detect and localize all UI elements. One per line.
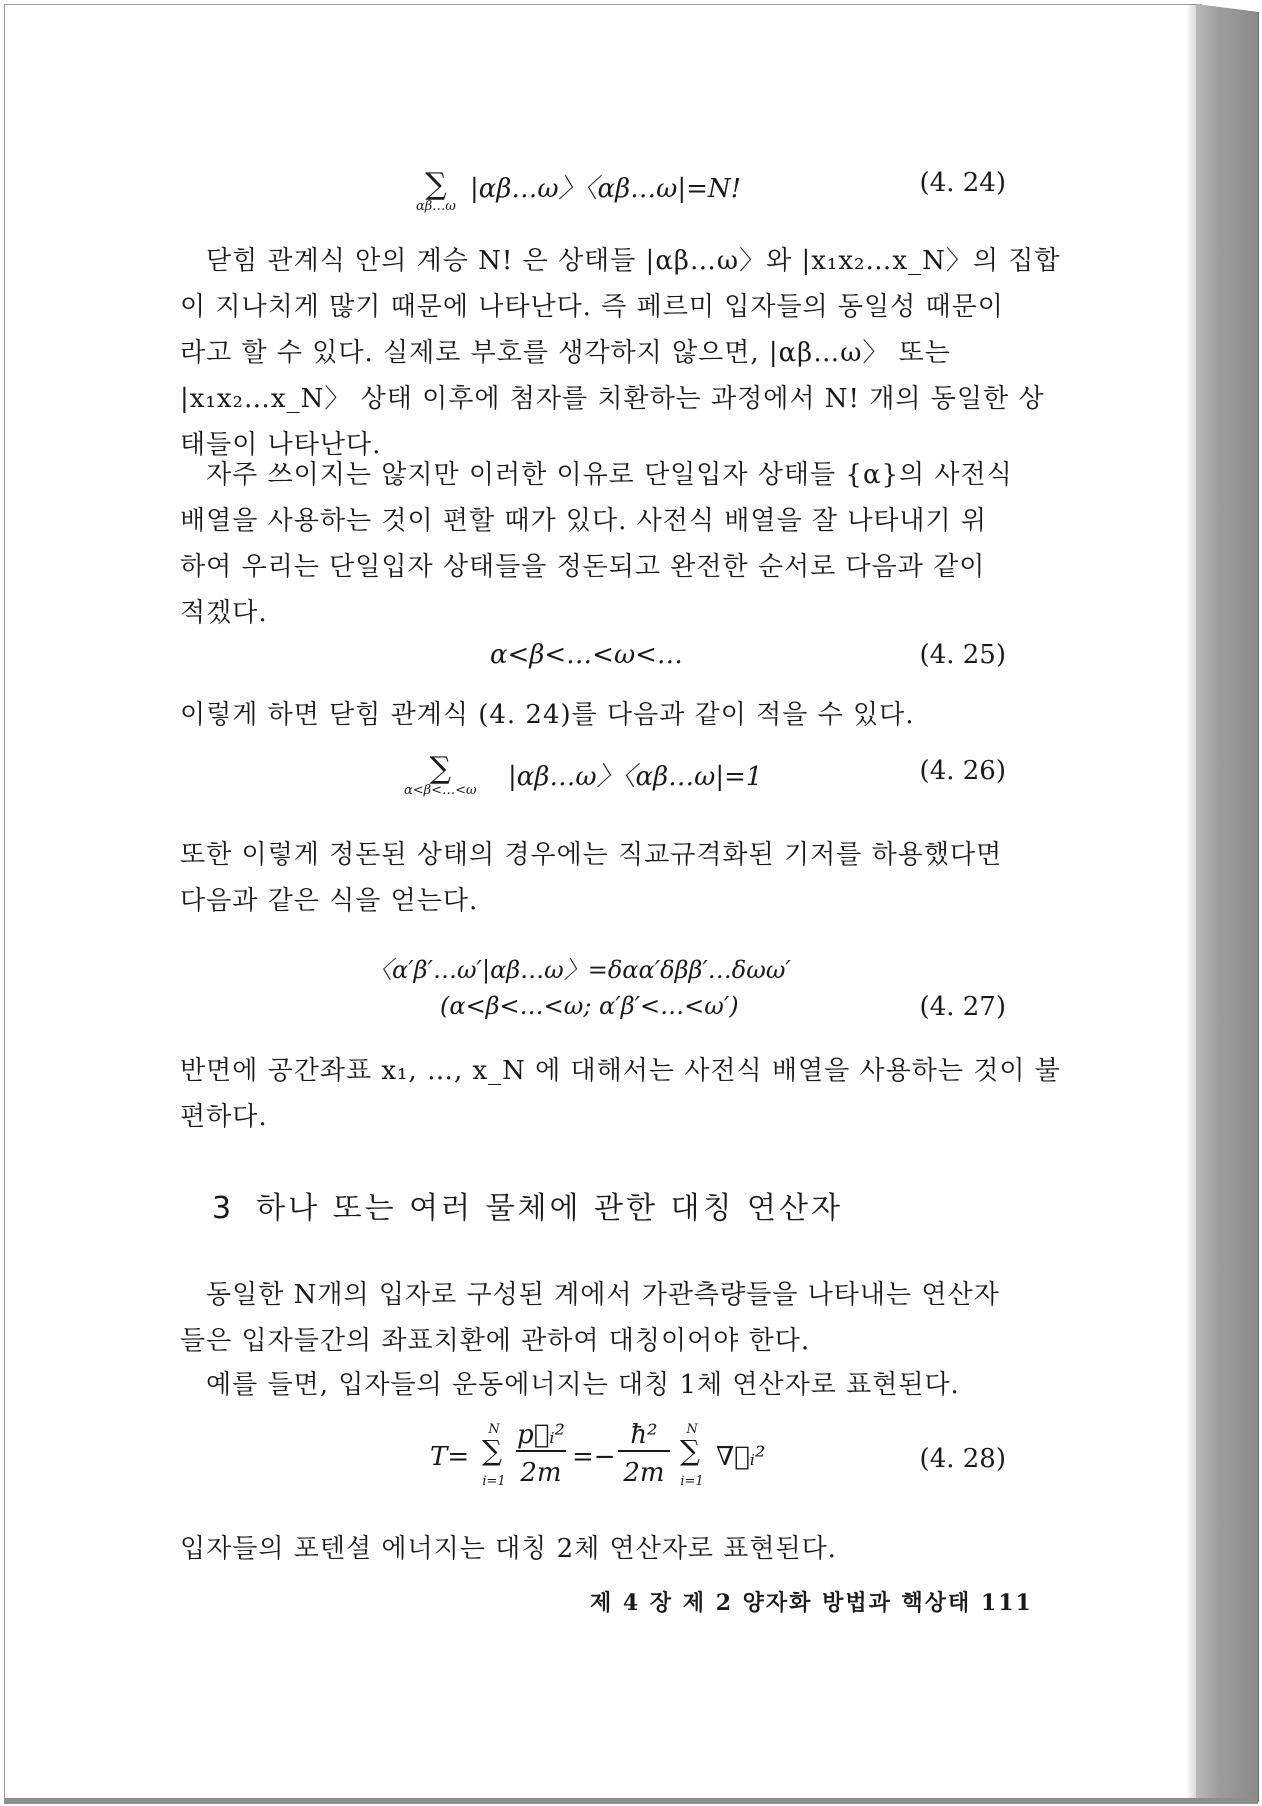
book-spine [1196,4,1259,1802]
sum-symbol: ∑ [482,1434,502,1467]
paragraph-line: 반면에 공간좌표 x₁, …, x_N 에 대해서는 사전식 배열을 사용하는 것이 불 [180,1056,1061,1086]
paragraph-line: 라고 할 수 있다. 실제로 부호를 생각하지 않으면, |αβ…ω〉 또는 [180,338,951,368]
paragraph-line: 자주 쓰이지는 않지만 이러한 이유로 단일입자 상태들 {α}의 사전식 [206,460,1013,490]
paragraph-5 [180,1048,1061,1140]
fraction-1-numerator: p⃗ᵢ² [517,1420,565,1450]
paragraph-8 [180,1526,1035,1572]
paragraph-line: 배열을 사용하는 것이 편할 때가 있다. 사전식 배열을 잘 나타내기 위 [180,506,988,536]
section-number: 3 [212,1191,235,1226]
paragraph-line: 동일한 N개의 입자로 구성된 계에서 가관측량들을 나타내는 연산자 [206,1280,1000,1310]
eq-lhs: T= [430,1442,470,1472]
section-title: 하나 또는 여러 물체에 관한 대칭 연산자 [256,1191,843,1226]
paragraph-4 [180,832,1035,924]
equation-number-4-27: (4. 27) [919,992,1006,1022]
paragraph-line: 적겠다. [180,598,268,628]
equation-4-27-line-1: 〈α′β′…ω′|αβ…ω〉=δαα′δββ′…δωω′ [368,956,791,984]
equation-4-26: |αβ…ω〉〈αβ…ω|=1 [508,762,763,792]
equation-number-4-28: (4. 28) [919,1444,1006,1474]
paragraph-line: 다음과 같은 식을 얻는다. [180,886,479,916]
paragraph-line: |x₁x₂…x_N〉 상태 이후에 첨자를 치환하는 과정에서 N! 개의 동일한 상 [180,384,1045,414]
equation-4-28 [430,1420,790,1500]
equation-number-4-25: (4. 25) [919,640,1006,670]
fraction-1-denominator: 2m [520,1458,562,1488]
sum-subscript: αβ…ω [416,199,456,214]
page-footer: 제 4 장 제 2 양자화 방법과 핵상태 111 [590,1590,1033,1616]
paragraph-6 [180,1272,1035,1364]
sum-symbol-4-26: ∑ α<β<…<ω [404,751,477,798]
equation-4-24: |αβ…ω〉〈αβ…ω|=N! [470,174,742,204]
paragraph-line: 또한 이렇게 정돈된 상태의 경우에는 직교규격화된 기저를 하용했다면 [180,840,1003,870]
sum-lower-limit: i=1 [482,1474,506,1489]
equation-number-4-26: (4. 26) [919,756,1006,786]
equation-4-25: α<β<…<ω<… [490,640,683,670]
section-heading [212,1183,843,1227]
sum-symbol-4-24: ∑ αβ…ω [416,167,456,214]
nabla-term: ∇⃗ᵢ² [716,1442,766,1472]
paragraph-line: 이렇게 하면 닫힘 관계식 (4. 24)를 다음과 같이 적을 수 있다. [180,700,915,730]
sum-2-symbol: ∑ [680,1434,700,1467]
paragraph-line: 닫힘 관계식 안의 계승 N! 은 상태들 |αβ…ω〉와 |x₁x₂…x_N〉의 집합 [206,246,1061,276]
fraction-2-denominator: 2m [623,1458,665,1488]
paragraph-2 [180,452,1035,636]
paragraph-line: 입자들의 포텐셜 에너지는 대칭 2체 연산자로 표현된다. [180,1534,837,1564]
eq-middle: =− [572,1442,616,1472]
paragraph-line: 들은 입자들간의 좌표치환에 관하여 대칭이어야 한다. [180,1326,811,1356]
paragraph-7 [180,1362,1035,1408]
equation-number-4-24: (4. 24) [919,168,1006,198]
paragraph-line: 편하다. [180,1102,268,1132]
sum-2-lower-limit: i=1 [680,1474,704,1489]
fraction-2-numerator: ħ² [618,1420,670,1452]
paragraph-3 [180,692,1035,738]
sum-upper-limit: N [488,1422,500,1437]
paragraph-line: 하여 우리는 단일입자 상태들을 정돈되고 완전한 순서로 다음과 같이 [180,552,986,582]
paragraph-line: 태들이 나타난다. [180,430,382,460]
page-bottom-edge [4,1798,1258,1804]
sum-2-upper-limit: N [686,1422,698,1437]
paragraph-1 [180,238,1061,468]
paragraph-line: 예를 들면, 입자들의 운동에너지는 대칭 1체 연산자로 표현된다. [206,1370,960,1400]
equation-4-27-line-2: (α<β<…<ω; α′β′<…<ω′) [440,992,739,1020]
sum-subscript: α<β<…<ω [404,783,477,798]
paragraph-line: 이 지나치게 많기 때문에 나타난다. 즉 페르미 입자들의 동일성 때문이 [180,292,1004,322]
